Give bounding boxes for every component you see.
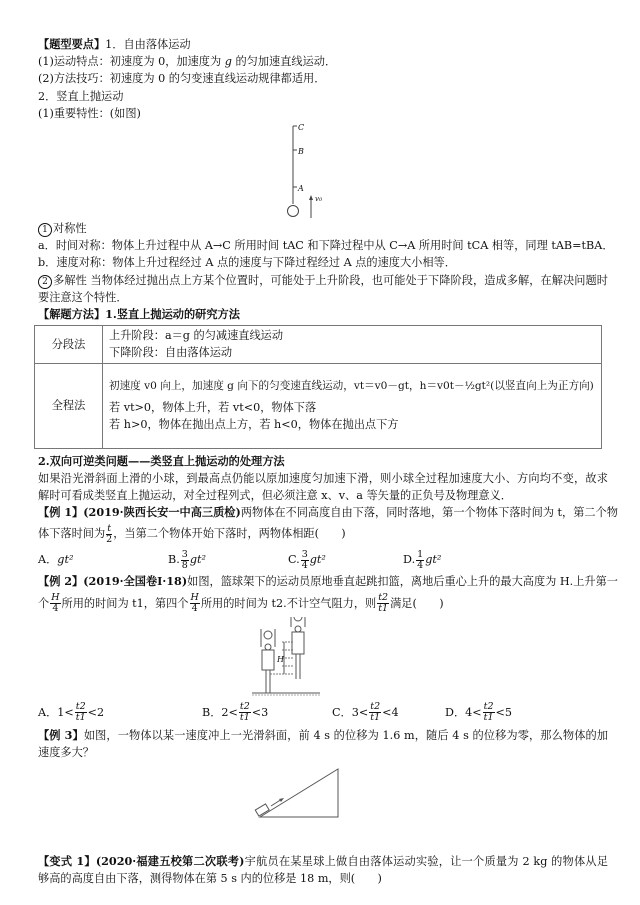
fraction bbox=[106, 524, 112, 545]
variant-text: 宇航员在某星球上做自由落体运动实验，让一个质量为 2 kg 的物体从足够高的高度自由下落，测得物体在第 5 s 内的位移是 18 m，则( ) bbox=[38, 855, 609, 886]
velocity-label bbox=[315, 195, 322, 204]
velocity-subscript: 0 bbox=[318, 197, 323, 204]
numerator: t2 bbox=[378, 592, 389, 604]
item-text: 初速度为 0 的匀变速直线运动规律都适用． bbox=[109, 72, 326, 86]
example-text: 个 bbox=[38, 596, 50, 610]
point-label-c: C bbox=[298, 123, 305, 133]
fraction bbox=[416, 550, 424, 571]
option-high: 4 bbox=[391, 705, 399, 719]
option-label: C. bbox=[288, 553, 300, 567]
option-label: D. bbox=[403, 553, 416, 567]
method-line: 下降阶段：自由落体运动 bbox=[109, 346, 233, 360]
block-icon bbox=[255, 804, 269, 816]
example-text: 体下落时间为 bbox=[38, 527, 106, 541]
fraction bbox=[190, 593, 200, 614]
vertical-throw-heading: 2．竖直上抛运动 bbox=[38, 89, 124, 103]
option-low: 4 bbox=[465, 705, 473, 719]
option-label: A． bbox=[38, 705, 58, 719]
item-motion-features bbox=[38, 53, 608, 70]
example-text: ，当第二个物体开始下落时，两物体相距( ) bbox=[113, 527, 346, 541]
variant-source: (2020·福建五校第二次联考) bbox=[95, 854, 245, 869]
example-text: 两物体在不同高度自由下落，同时落地，第一个物体下落时间为 t，第二个物 bbox=[240, 506, 618, 520]
circled-number-2: 2 bbox=[38, 275, 52, 289]
example-tag: 【例 1】 bbox=[38, 505, 84, 520]
option-b[interactable] bbox=[168, 547, 288, 573]
option-expr: gt² bbox=[425, 553, 442, 567]
incline-diagram bbox=[38, 761, 608, 839]
fraction bbox=[50, 593, 60, 614]
velocity-symmetry-text: 物体上升过程经过 A 点的速度与下降过程经过 A 点的速度大小相等． bbox=[112, 256, 456, 270]
ratio-fraction bbox=[377, 593, 389, 614]
multi-solution bbox=[38, 272, 608, 306]
option-low: 2 bbox=[221, 705, 229, 719]
numerator: t2 bbox=[239, 701, 250, 713]
point-label-b: B bbox=[298, 147, 304, 157]
section2-text: 如果沿光滑斜面上滑的小球，到最高点仍能以原加速度匀加速下滑，则小球全过程加速度大小、方向均不变，故求解时可看成类竖直上抛运动，对全过程列式，但必须注意 x、v、a 等矢量的正负号及物理意义． bbox=[38, 471, 608, 503]
ratio-fraction bbox=[239, 702, 251, 723]
option-low: 3 bbox=[351, 705, 359, 719]
velocity-symmetry-label: b．速度对称： bbox=[38, 256, 113, 270]
table-row bbox=[35, 363, 602, 448]
example2-options bbox=[38, 699, 608, 727]
numerator: 3 bbox=[301, 548, 308, 560]
example3 bbox=[38, 727, 608, 761]
denominator: t1 bbox=[378, 603, 389, 615]
arrow-head-icon bbox=[309, 195, 313, 200]
denominator: 4 bbox=[417, 559, 424, 571]
incline-triangle bbox=[260, 769, 338, 817]
example-text: 满足( ) bbox=[390, 596, 444, 610]
incline-figure bbox=[38, 761, 608, 839]
example-source: (2019·陕西长安一中高三质检) bbox=[83, 505, 241, 520]
method-line: 初速度 v0 向上，加速度 g 向下的匀变速直线运动，vt＝v0－gt，h＝v0t－½gt²(以竖直向上为正方向) bbox=[109, 379, 594, 392]
numerator: t2 bbox=[370, 701, 381, 713]
denominator: t1 bbox=[483, 712, 494, 724]
option-high: 5 bbox=[504, 705, 513, 719]
vertical-throw-diagram bbox=[38, 122, 608, 220]
multi-solution-title: 多解性 bbox=[53, 273, 87, 287]
option-label: A． bbox=[38, 553, 58, 567]
ratio-fraction bbox=[369, 702, 381, 723]
var-g: g bbox=[224, 55, 232, 69]
methods-tag: 【解题方法】 bbox=[38, 307, 106, 322]
variant1 bbox=[38, 853, 608, 887]
option-expr: gt² bbox=[57, 553, 74, 567]
velocity-symmetry bbox=[38, 254, 608, 271]
option-a[interactable]: A．1< $\frac{t2}{t1}$ <2 bbox=[38, 701, 105, 724]
jumping-player-icon bbox=[291, 617, 305, 679]
option-label: B． bbox=[202, 705, 222, 719]
method-content bbox=[103, 363, 602, 448]
example-text: 如图，一物体以某一速度冲上一光滑斜面，前 4 s 的位移为 1.6 m，随后 4 s 的位移为零，那么物体的加速度多大？ bbox=[38, 728, 608, 759]
ratio-fraction bbox=[75, 702, 87, 723]
numerator: H bbox=[51, 592, 60, 604]
example-text: 所用的时间为 t1，第四个 bbox=[61, 596, 189, 610]
numerator: t2 bbox=[483, 701, 494, 713]
ball-icon bbox=[288, 206, 299, 217]
option-low: 1 bbox=[57, 705, 65, 719]
fraction bbox=[301, 550, 309, 571]
fraction bbox=[181, 550, 189, 571]
denominator: t1 bbox=[75, 712, 86, 724]
option-a[interactable] bbox=[38, 547, 168, 573]
denominator: 4 bbox=[52, 603, 59, 615]
denominator: 8 bbox=[181, 559, 188, 571]
option-label: B. bbox=[168, 553, 180, 567]
example-tag: 【例 2】 bbox=[38, 574, 84, 589]
item-prefix: (2)方法技巧： bbox=[38, 72, 110, 86]
option-b[interactable]: B．2< $\frac{t2}{t1}$ <3 bbox=[202, 701, 269, 724]
vertical-throw-figure bbox=[38, 122, 608, 220]
variant-tag: 【变式 1】 bbox=[38, 854, 96, 869]
standing-player-icon bbox=[261, 629, 275, 693]
option-label: D． bbox=[445, 705, 466, 719]
option-expr: gt² bbox=[309, 553, 326, 567]
numerator: H bbox=[190, 592, 199, 604]
time-symmetry bbox=[38, 237, 614, 254]
method-line: 上升阶段：a＝g 的匀减速直线运动 bbox=[109, 329, 284, 343]
option-c[interactable] bbox=[288, 547, 403, 573]
option-d[interactable] bbox=[403, 547, 441, 573]
option-d[interactable]: D．4< $\frac{t2}{t1}$ <5 bbox=[445, 701, 513, 724]
numerator: t2 bbox=[75, 701, 86, 713]
method-label: 全程法 bbox=[35, 363, 103, 448]
basketball-figure bbox=[38, 617, 608, 699]
basketball-diagram bbox=[38, 617, 608, 699]
ratio-fraction bbox=[483, 702, 495, 723]
example1-options bbox=[38, 547, 608, 573]
example2-line1 bbox=[38, 573, 618, 590]
item-prefix: (1)运动特点： bbox=[38, 55, 110, 69]
example-text: 所用的时间为 t2.不计空气阻力，则 bbox=[200, 596, 377, 610]
methods-heading bbox=[38, 306, 608, 323]
denominator: 2 bbox=[106, 533, 113, 545]
denominator: t1 bbox=[239, 712, 250, 724]
item-text: 的匀加速直线运动． bbox=[231, 55, 337, 69]
method-label: 分段法 bbox=[35, 326, 103, 363]
important-features-heading: (1)重要特性：(如图) bbox=[38, 106, 141, 120]
multi-solution-text: 当物体经过抛出点上方某个位置时，可能处于上升阶段，也可能处于下降阶段，造成多解，在解决问题时要注意这个特性． bbox=[38, 273, 608, 304]
section1-heading bbox=[38, 36, 608, 53]
height-label: H bbox=[277, 654, 284, 664]
circled-number-1: 1 bbox=[38, 223, 52, 237]
time-symmetry-text: 物体上升过程中从 A→C 所用时间 tAC 和下降过程中从 C→A 所用时间 tCA 相等，同理 tAB=tBA． bbox=[111, 239, 614, 253]
option-high: 2 bbox=[97, 705, 105, 719]
symmetry-heading bbox=[38, 220, 608, 237]
table-row bbox=[35, 326, 602, 363]
option-label: C． bbox=[332, 705, 352, 719]
example1-line2 bbox=[38, 521, 608, 547]
item-method-tips bbox=[38, 70, 608, 87]
velocity-symbol: v bbox=[315, 195, 319, 204]
denominator: 4 bbox=[191, 603, 198, 615]
point-label-a: A bbox=[298, 184, 304, 194]
section-title: 1．自由落体运动 bbox=[105, 38, 191, 51]
method-content bbox=[103, 326, 602, 363]
example-source: (2019·全国卷Ⅰ·18) bbox=[83, 574, 188, 589]
symmetry-title: 对称性 bbox=[53, 222, 87, 236]
item-text: 初速度为 0，加速度为 bbox=[109, 55, 225, 69]
example-text: 如图，篮球架下的运动员原地垂直起跳扣篮，离地后重心上升的最大高度为 H.上升第一 bbox=[187, 575, 618, 589]
arrow-head-icon bbox=[279, 798, 284, 802]
methods-table bbox=[34, 325, 602, 448]
numerator: 1 bbox=[417, 548, 424, 560]
example-tag: 【例 3】 bbox=[38, 727, 84, 742]
method-line: 若 h>0，物体在抛出点上方，若 h<0，物体在抛出点下方 bbox=[109, 418, 399, 432]
option-expr: gt² bbox=[189, 553, 206, 567]
example1-line1 bbox=[38, 504, 618, 521]
numerator: 3 bbox=[181, 548, 188, 560]
option-c[interactable]: C．3< $\frac{t2}{t1}$ <4 bbox=[332, 701, 399, 724]
methods-title: 1.竖直上抛运动的研究方法 bbox=[105, 307, 240, 322]
document-page bbox=[38, 36, 618, 887]
method-line: 若 vt>0，物体上升，若 vt<0，物体下落 bbox=[109, 401, 317, 415]
option-high: 3 bbox=[261, 705, 269, 719]
numerator: t bbox=[107, 522, 112, 534]
time-symmetry-label: a．时间对称： bbox=[38, 239, 112, 253]
section2-heading: 2.双向可逆类问题——类竖直上抛运动的处理方法 bbox=[38, 453, 285, 468]
section-tag: 【题型要点】 bbox=[38, 37, 106, 51]
denominator: 4 bbox=[301, 559, 308, 571]
denominator: t1 bbox=[370, 712, 381, 724]
example2-line2 bbox=[38, 591, 608, 617]
